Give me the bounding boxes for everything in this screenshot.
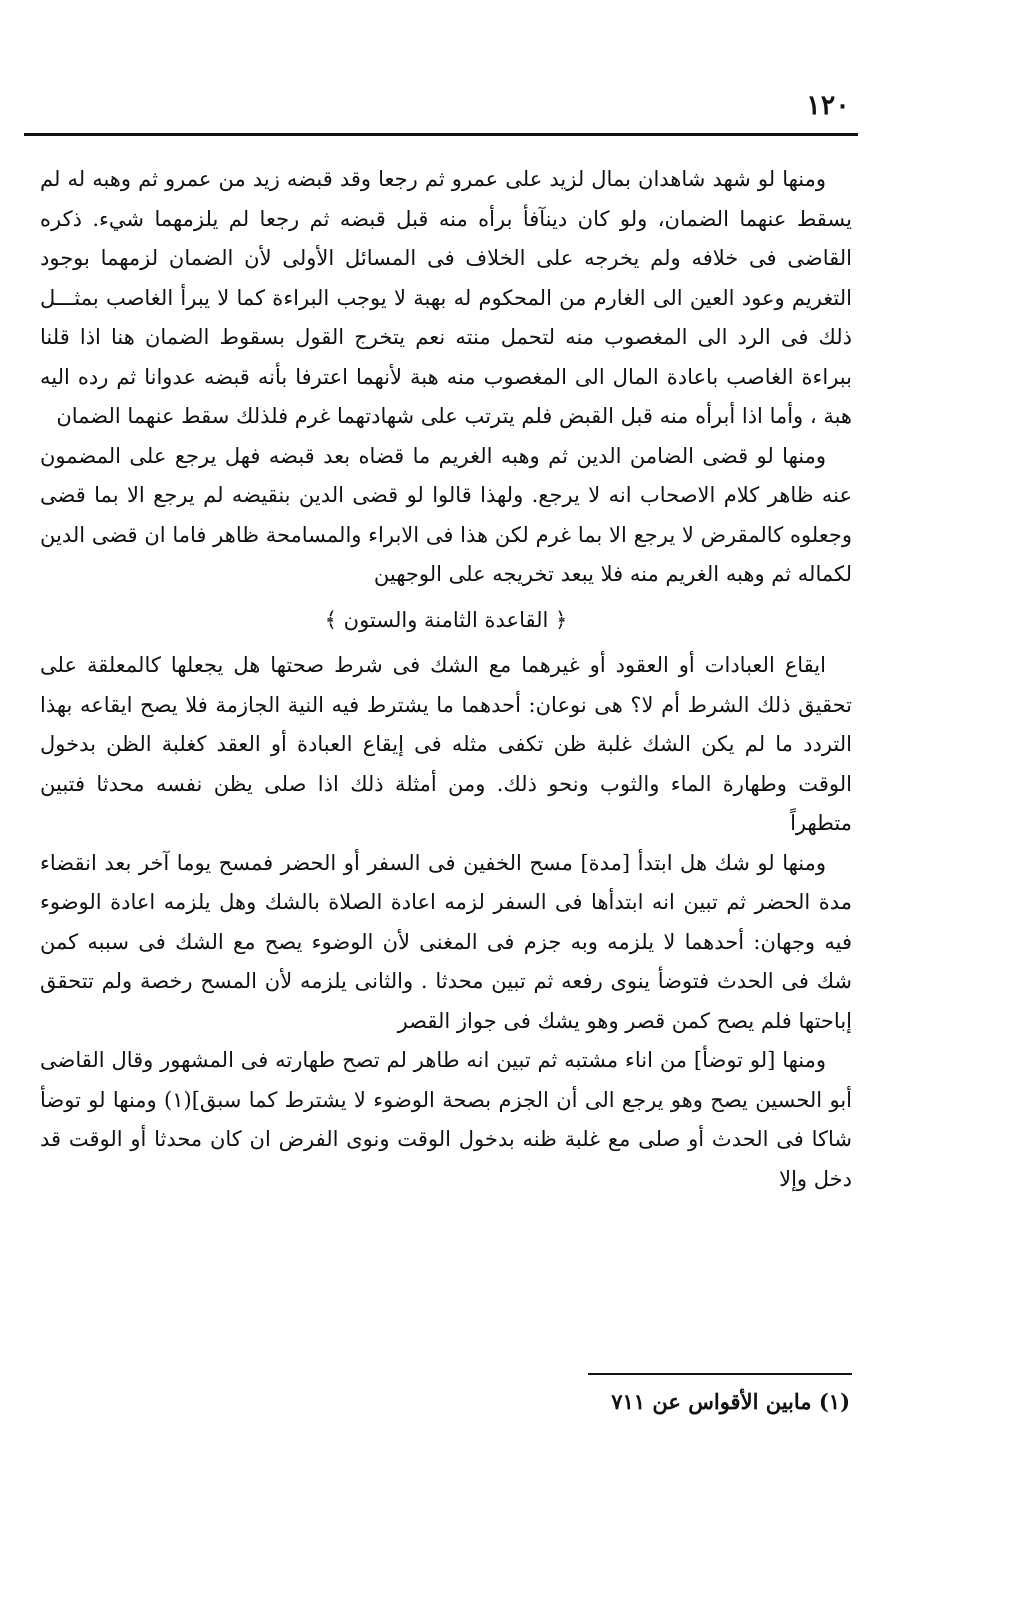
paragraph: ومنها لو شهد شاهدان بمال لزيد على عمرو ثم رجعا وقد قبضه زيد من عمرو ثم وهبه له لم يسقط عنهما الضمان، ولو كان دينآفأ برأه منه قبل قبضه ثم رجعا لم يلزمهما شيء. ذكره القاضى فى خلافه ولم يخرجه على الخلاف فى المسائل الأولى لأن الضمان لزمهما بوجود التغريم وعود العين الى الغارم من المحكوم له بهبة لا يوجب البراءة كما لا يبرأ الغاصب بمثـــل ذلك فى الرد الى المغصوب منه لتحمل منته نعم يتخرج القول بسقوط الضمان هنا اذا قلنا ببراءة الغاصب باعادة المال الى المغصوب منه هبة لأنهما اعترفا بأنه قبضه عدوانا ثم رده اليه هبة ، وأما اذا أبرأه منه قبل القبض فلم يترتب على شهادتهما غرم فلذلك سقط عنهما الضمان [40,167,852,428]
section-title: ﴿ القاعدة الثامنة والستون ﴾ [324,607,568,632]
page-number: ١٢٠ [806,90,850,121]
paragraph: ومنها [لو توضأ] من اناء مشتبه ثم تبين انه طاهر لم تصح طهارته فى المشهور وقال القاضى أبو الحسين يصح وهو يرجع الى أن الجزم بصحة الوضوء لا يشترط كما سبق](١) ومنها لو توضأ شاكا فى الحدث أو صلى مع غلبة ظنه بدخول الوقت ونوى الفرض ان كان محدثا أو الوقت قد دخل وإلا [40,1048,852,1191]
paragraph: ومنها لو قضى الضامن الدين ثم وهبه الغريم ما قضاه بعد قبضه فهل يرجع على المضمون عنه ظاهر كلام الاصحاب انه لا يرجع. ولهذا قالوا لو قضى الدين بنقيضه لم يرجع الا بما قضى وجعلوه كالمقرض لا يرجع الا بما غرم لكن هذا فى الابراء والمسامحة ظاهر فاما ان قضى الدين لكماله ثم وهبه الغريم منه فلا يبعد تخريجه على الوجهين [40,443,852,586]
header-rule [24,133,858,136]
footnote-rule [588,1373,852,1375]
paragraph: ايقاع العبادات أو العقود أو غيرهما مع الشك فى شرط صحتها هل يجعلها كالمعلقة على تحقيق ذلك الشرط أم لا؟ هى نوعان: أحدهما ما يشترط فيه النية الجازمة فلا يصح ايقاعه بهذا التردد ما لم يكن الشك غلبة ظن تكفى مثله فى إيقاع العبادة أو العقد كغلبة الظن بدخول الوقت وطهارة الماء والثوب ونحو ذلك. ومن أمثلة ذلك اذا صلى يظن نفسه محدثا فتبين متطهراً [40,653,852,835]
main-text [40,160,852,1199]
paragraph: ومنها لو شك هل ابتدأ [مدة] مسح الخفين فى السفر أو الحضر فمسح يوما آخر بعد انقضاء مدة الحضر ثم تبين انه ابتدأها فى السفر لزمه اعادة الصلاة بالشك وهل يلزمه اعادة الوضوء فيه وجهان: أحدهما لا يلزمه وبه جزم فى المغنى لأن الوضوء يصح مع الشك فى سببه كمن شك فى الحدث فتوضأ ينوى رفعه ثم تبين محدثا . والثانى يلزمه لأن المسح رخصة ولم تتحقق إباحتها فلم يصح كمن قصر وهو يشك فى جواز القصر [40,850,852,1033]
footnote: (١) مابين الأقواس عن ٧١١ [611,1389,850,1414]
